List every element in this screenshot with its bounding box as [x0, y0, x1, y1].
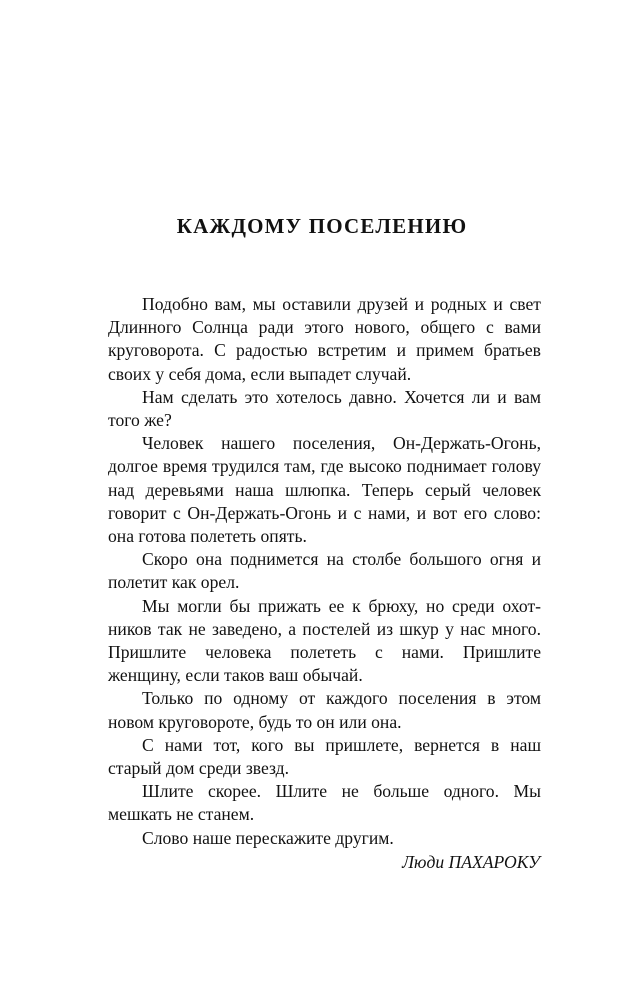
paragraph: Скоро она поднимется на столбе большого огня и полетит как орел. — [108, 549, 541, 593]
paragraph: Слово наше перескажите другим. — [142, 827, 394, 848]
signature: Люди ПАХАРОКУ — [402, 852, 540, 872]
paragraph: Человек нашего поселения, Он-Держать-Огонь, долгое время трудился там, где высоко поднимает голову над деревьями наша шлюпка. Теперь серый человек говорит с Он-Держать-Огонь и с нами, и вот его слово: она готова полететь опять. — [108, 433, 541, 547]
paragraph: Только по одному от каждого поселения в этом новом круговороте, будь то он или она. — [108, 688, 541, 732]
paragraph: Мы могли бы прижать ее к брюху, но среди охотников так не заведено, а постелей из шкур у нас много. Пришлите человека полететь с нами. Пришлите женщину, если таков ваш обычай. — [108, 595, 541, 686]
paragraph: Нам сделать это хотелось давно. Хочется ли и вам того же? — [108, 386, 541, 431]
page-title: КАЖДОМУ ПОСЕЛЕНИЮ — [176, 214, 468, 238]
paragraph: С нами тот, кого вы пришлете, вернется в наш старый дом среди звезд. — [108, 734, 541, 779]
paragraph: Шлите скорее. Шлите не больше одного. Мы мешкать не станем. — [108, 781, 541, 825]
paragraph: Подобно вам, мы оставили друзей и родных и свет Длинного Солнца ради этого нового, общего с вами круговорота. С радостью встретим и примем братьев своих у себя дома, если выпадет случай. — [108, 294, 541, 384]
body-text — [108, 293, 541, 850]
